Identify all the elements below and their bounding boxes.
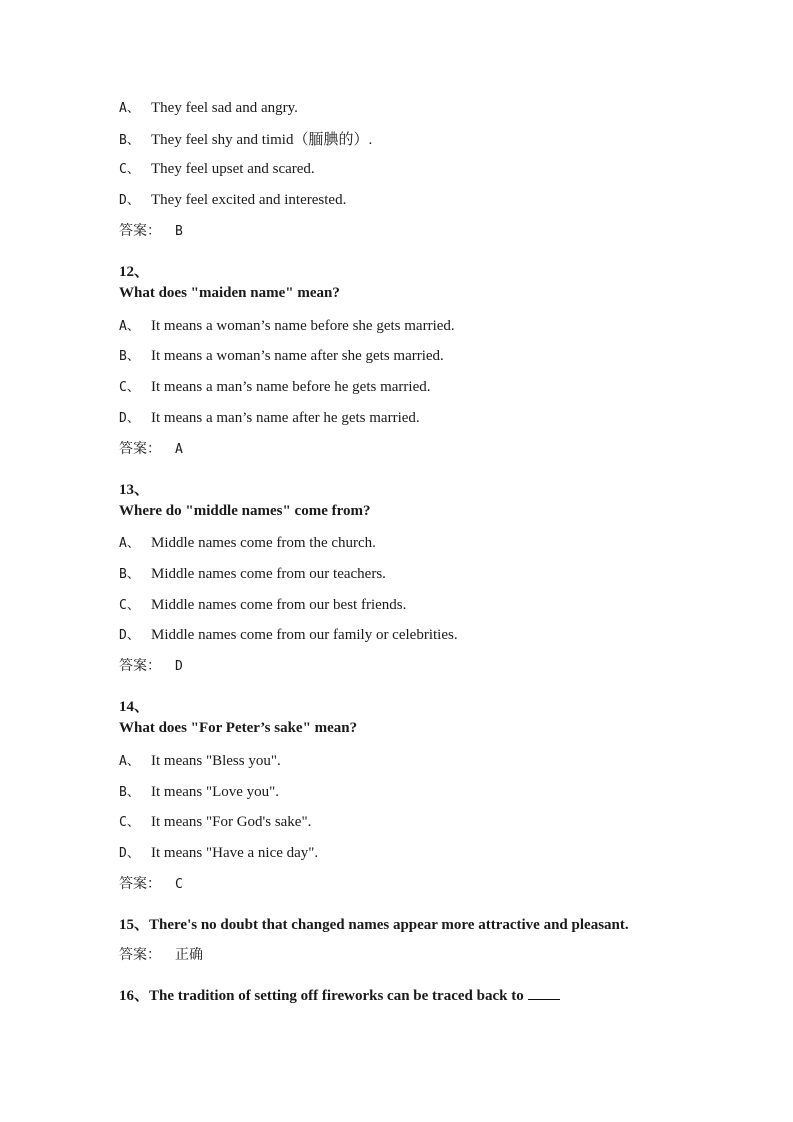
answer-label: 答案： (119, 441, 161, 457)
option-letter: C、 (119, 598, 140, 613)
option-text: Middle names come from our family or celebrities. (151, 627, 458, 643)
q12-option-a (119, 315, 455, 335)
answer-label: 答案： (119, 658, 161, 674)
q15-number: 15、 (119, 917, 150, 933)
q12-option-b (119, 345, 444, 365)
option-letter: A、 (119, 319, 140, 334)
q13-option-d (119, 624, 458, 644)
option-letter: B、 (119, 567, 140, 582)
q11-option-b (119, 128, 372, 149)
option-text: Middle names come from our teachers. (151, 566, 386, 582)
answer-label: 答案： (119, 947, 161, 963)
q12-option-c (119, 376, 430, 396)
option-text: They feel excited and interested. (151, 192, 347, 208)
q15-question (119, 913, 629, 934)
q13-number: 13、 (119, 482, 150, 498)
option-letter: A、 (119, 101, 140, 116)
q13-option-a (119, 532, 376, 552)
q13-option-b (119, 563, 386, 583)
option-text: Middle names come from the church. (151, 535, 376, 551)
answer-label: 答案： (119, 223, 161, 239)
option-letter: D、 (119, 193, 140, 208)
answer-value: A (175, 442, 183, 457)
q14-option-d (119, 842, 318, 862)
q11-answer (119, 220, 183, 240)
option-letter: D、 (119, 411, 140, 426)
option-text: It means a woman’s name before she gets married. (151, 318, 455, 334)
answer-label: 答案： (119, 876, 161, 892)
option-text: It means "Love you". (151, 784, 280, 800)
q11-option-c (119, 158, 315, 178)
q12-option-d (119, 407, 420, 427)
q14-option-b (119, 781, 279, 801)
q15-question-text: There's no doubt that changed names appear more attractive and pleasant. (149, 917, 629, 933)
q14-answer (119, 873, 183, 893)
q13-answer (119, 655, 183, 675)
q14-number: 14、 (119, 699, 150, 715)
answer-value: C (175, 877, 183, 892)
q15-answer (119, 944, 203, 964)
option-text: It means a man’s name after he gets married. (151, 410, 420, 426)
option-letter: C、 (119, 162, 140, 177)
option-letter: A、 (119, 754, 140, 769)
option-letter: A、 (119, 536, 140, 551)
option-text: Middle names come from our best friends. (151, 597, 407, 613)
q11-option-d (119, 189, 346, 209)
option-text: It means "Have a nice day". (151, 845, 319, 861)
option-text: They feel sad and angry. (151, 100, 298, 116)
option-text: It means "Bless you". (151, 753, 281, 769)
option-text: They feel upset and scared. (151, 161, 315, 177)
q13-question: Where do "middle names" come from? (119, 503, 371, 519)
option-letter: D、 (119, 628, 140, 643)
option-text: It means a man’s name before he gets married. (151, 379, 431, 395)
option-letter: B、 (119, 349, 140, 364)
option-letter: C、 (119, 380, 140, 395)
option-letter: B、 (119, 785, 140, 800)
answer-value: B (175, 224, 183, 239)
option-letter: B、 (119, 133, 140, 148)
option-letter: C、 (119, 815, 140, 830)
q12-number: 12、 (119, 264, 150, 280)
q14-option-a (119, 750, 281, 770)
q14-question: What does "For Peter’s sake" mean? (119, 720, 358, 736)
q12-question: What does "maiden name" mean? (119, 285, 340, 301)
answer-value: D (175, 659, 183, 674)
q16-question (119, 984, 560, 1005)
option-letter: D、 (119, 846, 140, 861)
option-text: It means a woman’s name after she gets married. (151, 348, 444, 364)
q14-option-c (119, 811, 311, 831)
answer-blank (528, 985, 560, 1000)
q12-answer (119, 438, 183, 458)
answer-value: 正确 (175, 947, 203, 963)
option-text: They feel shy and timid（腼腆的）. (151, 132, 373, 148)
q16-question-text: The tradition of setting off fireworks can be traced back to (149, 988, 524, 1004)
q16-number: 16、 (119, 988, 150, 1004)
q11-option-a (119, 97, 298, 117)
q13-option-c (119, 594, 406, 614)
option-text: It means "For God's sake". (151, 814, 312, 830)
